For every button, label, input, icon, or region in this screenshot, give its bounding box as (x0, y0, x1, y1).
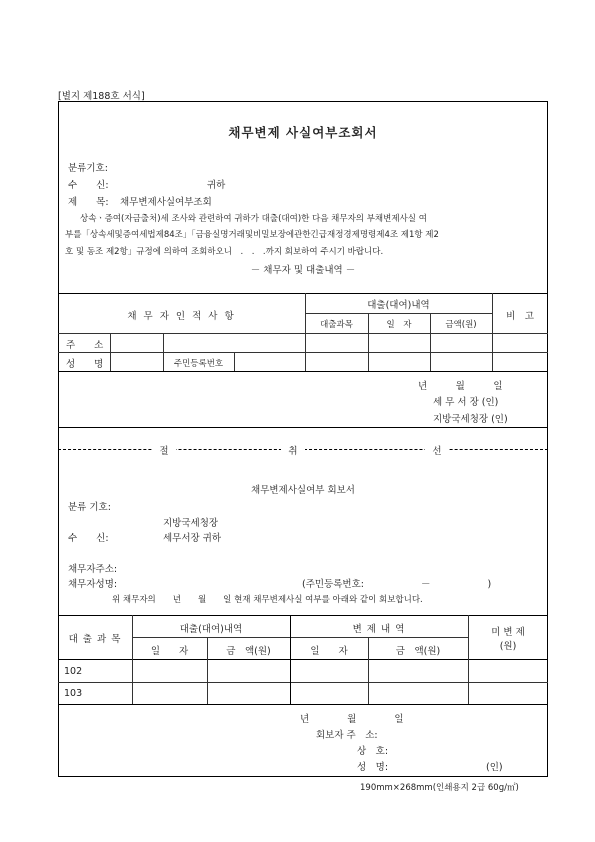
body-line-1: 상속ㆍ증여(자금출처)세 조사와 관련하여 귀하가 대출(대여)한 다음 채무자의 부채변제사실 여 (80, 214, 427, 224)
debtor-address-label: 채무자주소: (68, 564, 118, 575)
unpaid-header: 미 변 제 (491, 627, 525, 638)
cut-label-1: 절 (152, 443, 176, 457)
recipient-label: 수 신: (68, 180, 109, 191)
row-label-103: 103 (64, 688, 83, 699)
loan-amount-col: 금액(원) (445, 320, 477, 330)
recipient-suffix: 귀하 (207, 180, 226, 191)
reply-statement: 위 채무자의 년 월 일 현재 채무변제사실 여부를 아래와 같이 회보합니다. (112, 595, 423, 605)
reply-classification-label: 분류 기호: (68, 502, 111, 513)
rrn-label: 주민등록번호 (173, 359, 224, 369)
debtor-name-label: 채무자성명: (68, 579, 118, 590)
tax-office-chief: 세 무 서 장 (인) (433, 397, 499, 408)
repay-date-col: 일 자 (310, 646, 348, 657)
debtor-rrn: (주민등록번호: － ) (302, 579, 492, 590)
loan-subject-header: 대 출 과 목 (68, 634, 122, 645)
remarks-header: 비 고 (506, 311, 534, 322)
loan-date-col: 일 자 (150, 646, 189, 657)
unpaid-unit: (원) (499, 641, 517, 652)
body-line-3: 호 및 동조 제2항」규정에 의하여 조회하오니 . . .까지 회보하여 주시기 바랍니다. (65, 247, 384, 257)
loan-subject-col: 대출과목 (320, 320, 353, 330)
loan-date-col: 일 자 (386, 320, 412, 330)
reporter-seal: (인) (486, 762, 503, 773)
body-line-2: 부를「상속세및증여세법제84조」「금융실명거래및비밀보장에관한긴급재정경제명령제4조 제1항 제2 (65, 230, 439, 240)
repayment-header: 변 제 내 역 (352, 624, 406, 635)
reply-recipient-value: 세무서장 귀하 (163, 533, 222, 544)
reporter-company-label: 상 호: (357, 746, 389, 757)
table1-sub-line (305, 313, 492, 314)
loan-details-header: 대출(대여)내역 (367, 300, 430, 311)
section-heading: － 채무자 및 대출내역 － (250, 265, 356, 276)
reporter-name-label: 성 명: (357, 762, 389, 773)
paper-spec: 190mm×268mm(인쇄용지 2급 60g/㎡) (360, 783, 519, 793)
form-title: 채무변제 사실여부조회서 (228, 125, 378, 140)
form-number: [별지 제188호 서식] (58, 91, 145, 102)
reply-regional-office: 지방국세청장 (163, 518, 219, 529)
subject-value: 채무변제사실여부조회 (120, 197, 212, 208)
repay-amount-col: 금 액(원) (395, 646, 441, 657)
reply-title: 채무변제사실여부 회보서 (251, 485, 355, 496)
reporter-address-label: 회보자 주 소: (316, 730, 378, 741)
name-label: 성 명 (66, 359, 104, 370)
table2-loan-header: 대출(대여)내역 (179, 624, 243, 635)
signoff-date: 년 월 일 (418, 381, 503, 392)
table1-top-line (58, 293, 548, 294)
regional-chief: 지방국세청장 (인) (433, 414, 508, 425)
cut-label-3: 선 (425, 443, 449, 457)
debtor-info-header: 채 무 자 인 적 사 항 (127, 311, 236, 322)
address-label: 주 소 (66, 340, 104, 351)
cut-label-2: 취 (281, 443, 305, 457)
reply-date: 년 월 일 (300, 714, 404, 725)
row-label-102: 102 (64, 666, 83, 677)
classification-label: 분류기호: (68, 163, 108, 174)
subject-label: 제 목: (68, 197, 109, 208)
loan-amount-col: 금 액(원) (226, 646, 271, 657)
reply-recipient-label: 수 신: (68, 533, 109, 544)
